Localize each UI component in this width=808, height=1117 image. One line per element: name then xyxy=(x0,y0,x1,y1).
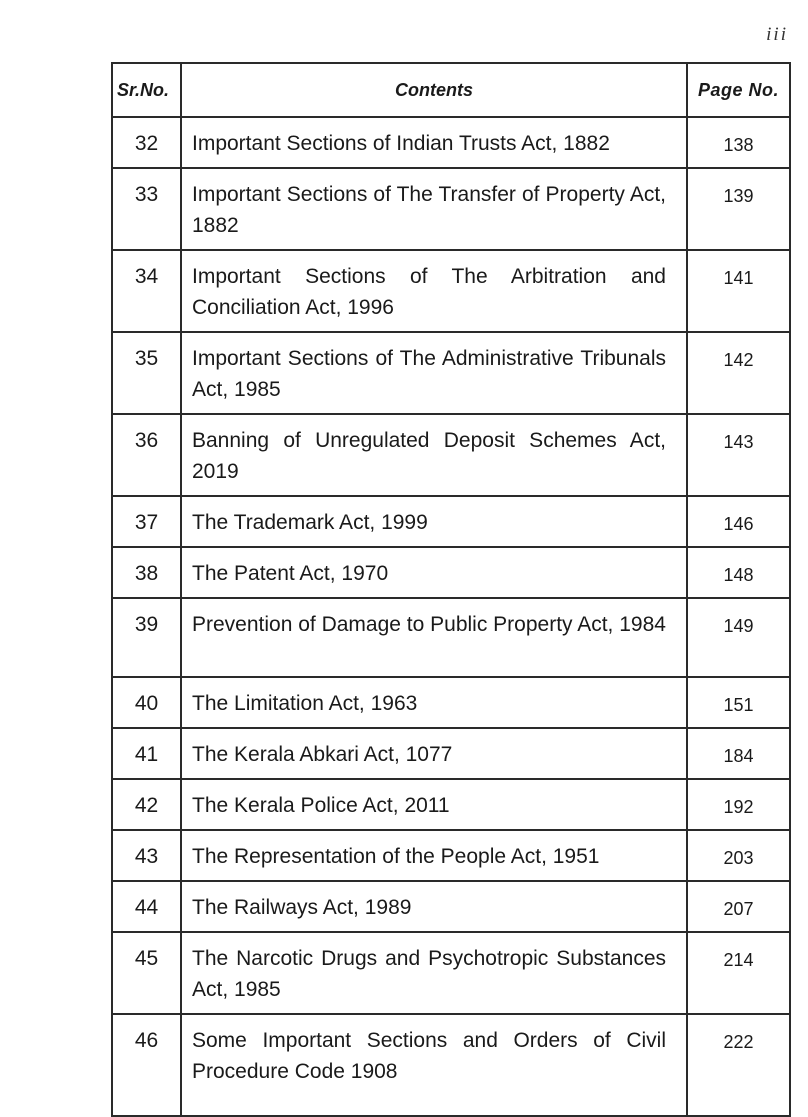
row-page-no: 192 xyxy=(687,779,790,830)
row-sr-no: 35 xyxy=(112,332,181,414)
table-row xyxy=(112,598,790,677)
row-page-no: 207 xyxy=(687,881,790,932)
table-row xyxy=(112,168,790,250)
row-page-no: 151 xyxy=(687,677,790,728)
row-page-no: 148 xyxy=(687,547,790,598)
row-title: The Limitation Act, 1963 xyxy=(181,677,687,728)
table-row xyxy=(112,117,790,168)
row-title: Banning of Unregulated Deposit Schemes Act, 2019 xyxy=(181,414,687,496)
row-sr-no: 40 xyxy=(112,677,181,728)
row-page-no: 139 xyxy=(687,168,790,250)
row-page-no: 149 xyxy=(687,598,790,677)
row-title: The Narcotic Drugs and Psychotropic Substances Act, 1985 xyxy=(181,932,687,1014)
row-sr-no: 38 xyxy=(112,547,181,598)
row-page-no: 146 xyxy=(687,496,790,547)
row-page-no: 143 xyxy=(687,414,790,496)
row-title: The Kerala Abkari Act, 1077 xyxy=(181,728,687,779)
row-sr-no: 45 xyxy=(112,932,181,1014)
row-title: Some Important Sections and Orders of Civil Procedure Code 1908 xyxy=(181,1014,687,1116)
row-page-no: 222 xyxy=(687,1014,790,1116)
table-row xyxy=(112,414,790,496)
page-number: iii xyxy=(766,24,788,45)
row-title: The Patent Act, 1970 xyxy=(181,547,687,598)
row-sr-no: 36 xyxy=(112,414,181,496)
table-row xyxy=(112,830,790,881)
row-sr-no: 37 xyxy=(112,496,181,547)
row-sr-no: 41 xyxy=(112,728,181,779)
table-row xyxy=(112,881,790,932)
table-row xyxy=(112,677,790,728)
row-sr-no: 32 xyxy=(112,117,181,168)
row-title: Important Sections of Indian Trusts Act, 1882 xyxy=(181,117,687,168)
row-title: The Representation of the People Act, 1951 xyxy=(181,830,687,881)
table-row xyxy=(112,496,790,547)
row-sr-no: 33 xyxy=(112,168,181,250)
row-title: Important Sections of The Administrative Tribunals Act, 1985 xyxy=(181,332,687,414)
contents-table xyxy=(111,62,791,1117)
table-row xyxy=(112,932,790,1014)
header-sr-no: Sr.No. xyxy=(112,63,181,117)
row-sr-no: 42 xyxy=(112,779,181,830)
row-title: Important Sections of The Transfer of Property Act, 1882 xyxy=(181,168,687,250)
row-page-no: 203 xyxy=(687,830,790,881)
table-row xyxy=(112,728,790,779)
row-page-no: 184 xyxy=(687,728,790,779)
row-sr-no: 46 xyxy=(112,1014,181,1116)
row-page-no: 138 xyxy=(687,117,790,168)
row-title: Prevention of Damage to Public Property Act, 1984 xyxy=(181,598,687,677)
table-row xyxy=(112,1014,790,1116)
row-sr-no: 39 xyxy=(112,598,181,677)
header-row xyxy=(112,63,790,117)
row-title: Important Sections of The Arbitration and Conciliation Act, 1996 xyxy=(181,250,687,332)
row-title: The Railways Act, 1989 xyxy=(181,881,687,932)
row-sr-no: 34 xyxy=(112,250,181,332)
row-page-no: 141 xyxy=(687,250,790,332)
row-page-no: 142 xyxy=(687,332,790,414)
table-row xyxy=(112,250,790,332)
row-page-no: 214 xyxy=(687,932,790,1014)
table-row xyxy=(112,547,790,598)
header-contents: Contents xyxy=(181,63,687,117)
table-row xyxy=(112,779,790,830)
header-page-no: Page No. xyxy=(687,63,790,117)
row-title: The Kerala Police Act, 2011 xyxy=(181,779,687,830)
table-row xyxy=(112,332,790,414)
row-sr-no: 43 xyxy=(112,830,181,881)
row-sr-no: 44 xyxy=(112,881,181,932)
row-title: The Trademark Act, 1999 xyxy=(181,496,687,547)
